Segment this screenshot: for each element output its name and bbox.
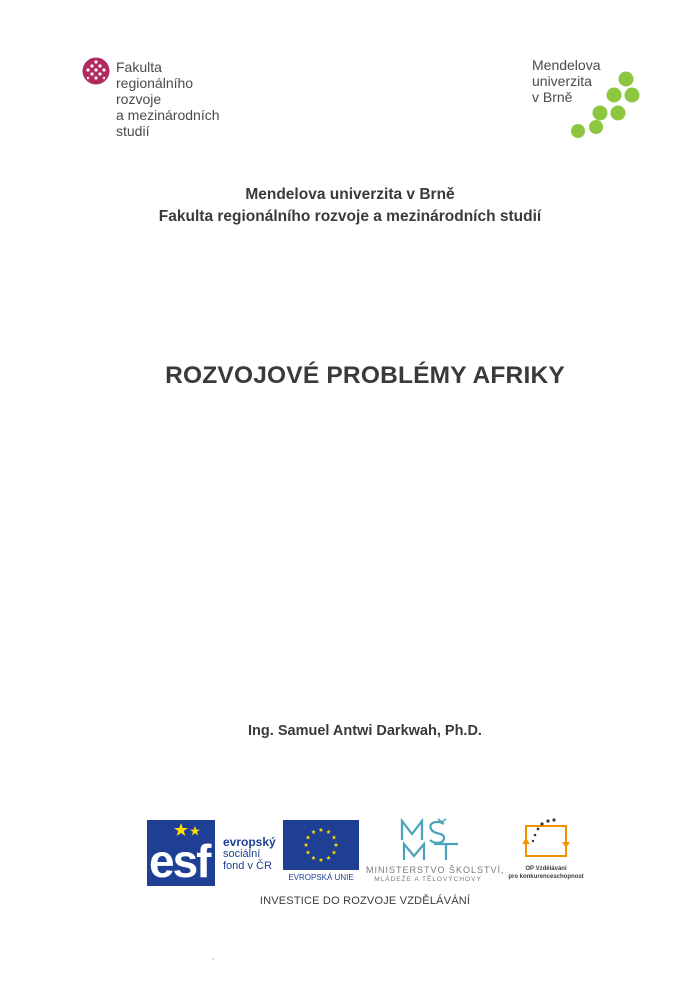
op-vk-icon bbox=[520, 818, 572, 864]
esf-letters: esf bbox=[149, 835, 210, 887]
msmt-line: MLÁDEŽE A TĚLOVÝCHOVY bbox=[374, 876, 482, 883]
eu-star bbox=[334, 843, 339, 847]
document-title: ROZVOJOVÉ PROBLÉMY AFRIKY bbox=[165, 362, 565, 389]
esf-line: fond v ČR bbox=[223, 860, 272, 872]
eu-star bbox=[332, 850, 337, 854]
eu-label: EVROPSKÁ UNIE bbox=[288, 873, 354, 882]
faculty-logo bbox=[82, 55, 252, 150]
faculty-logo-line: rozvoje bbox=[116, 91, 162, 107]
eu-star bbox=[304, 843, 309, 847]
university-logo bbox=[532, 57, 642, 142]
university-logo-text bbox=[532, 57, 601, 105]
faculty-logo-text bbox=[116, 59, 220, 139]
author-name: Ing. Samuel Antwi Darkwah, Ph.D. bbox=[248, 723, 482, 739]
eu-star bbox=[326, 856, 331, 860]
eu-star bbox=[311, 856, 316, 860]
msmt-line: MINISTERSTVO ŠKOLSTVÍ, bbox=[366, 865, 505, 875]
eu-logo bbox=[283, 820, 359, 886]
faculty-name: Fakulta regionálního rozvoje a mezinárodních studií bbox=[158, 208, 542, 225]
esf-logo-box bbox=[147, 820, 215, 886]
university-logo-line: v Brně bbox=[532, 89, 573, 105]
university-logo-line: univerzita bbox=[532, 73, 592, 89]
msmt-monogram-icon bbox=[398, 818, 462, 862]
eu-star bbox=[306, 835, 311, 839]
scan-speck bbox=[212, 958, 214, 960]
eu-flag-icon bbox=[283, 820, 359, 870]
university-name: Mendelova univerzita v Brně bbox=[245, 186, 455, 203]
eu-star bbox=[326, 830, 331, 834]
eu-star bbox=[332, 835, 337, 839]
msmt-logo bbox=[366, 818, 505, 888]
eu-star bbox=[319, 828, 324, 832]
faculty-logo-line: studií bbox=[116, 123, 150, 139]
investment-slogan: INVESTICE DO ROZVOJE VZDĚLÁVÁNÍ bbox=[259, 895, 471, 907]
faculty-logo-line: Fakulta bbox=[116, 59, 162, 75]
op-line: pro konkurenceschopnost bbox=[508, 874, 584, 880]
esf-logo-text bbox=[223, 836, 276, 872]
faculty-emblem-icon bbox=[82, 57, 110, 85]
esf-line: sociální bbox=[223, 848, 261, 860]
eu-stars-icon bbox=[283, 820, 359, 870]
eu-star bbox=[306, 850, 311, 854]
esf-line: evropský bbox=[223, 835, 276, 849]
esf-logo bbox=[147, 820, 277, 886]
op-line: OP Vzdělávání bbox=[525, 866, 567, 872]
faculty-logo-line: regionálního bbox=[116, 75, 194, 91]
university-logo-line: Mendelova bbox=[532, 57, 601, 73]
eu-star bbox=[311, 830, 316, 834]
op-logo bbox=[500, 818, 592, 888]
eu-star bbox=[319, 858, 324, 862]
faculty-logo-line: a mezinárodních bbox=[116, 107, 220, 123]
